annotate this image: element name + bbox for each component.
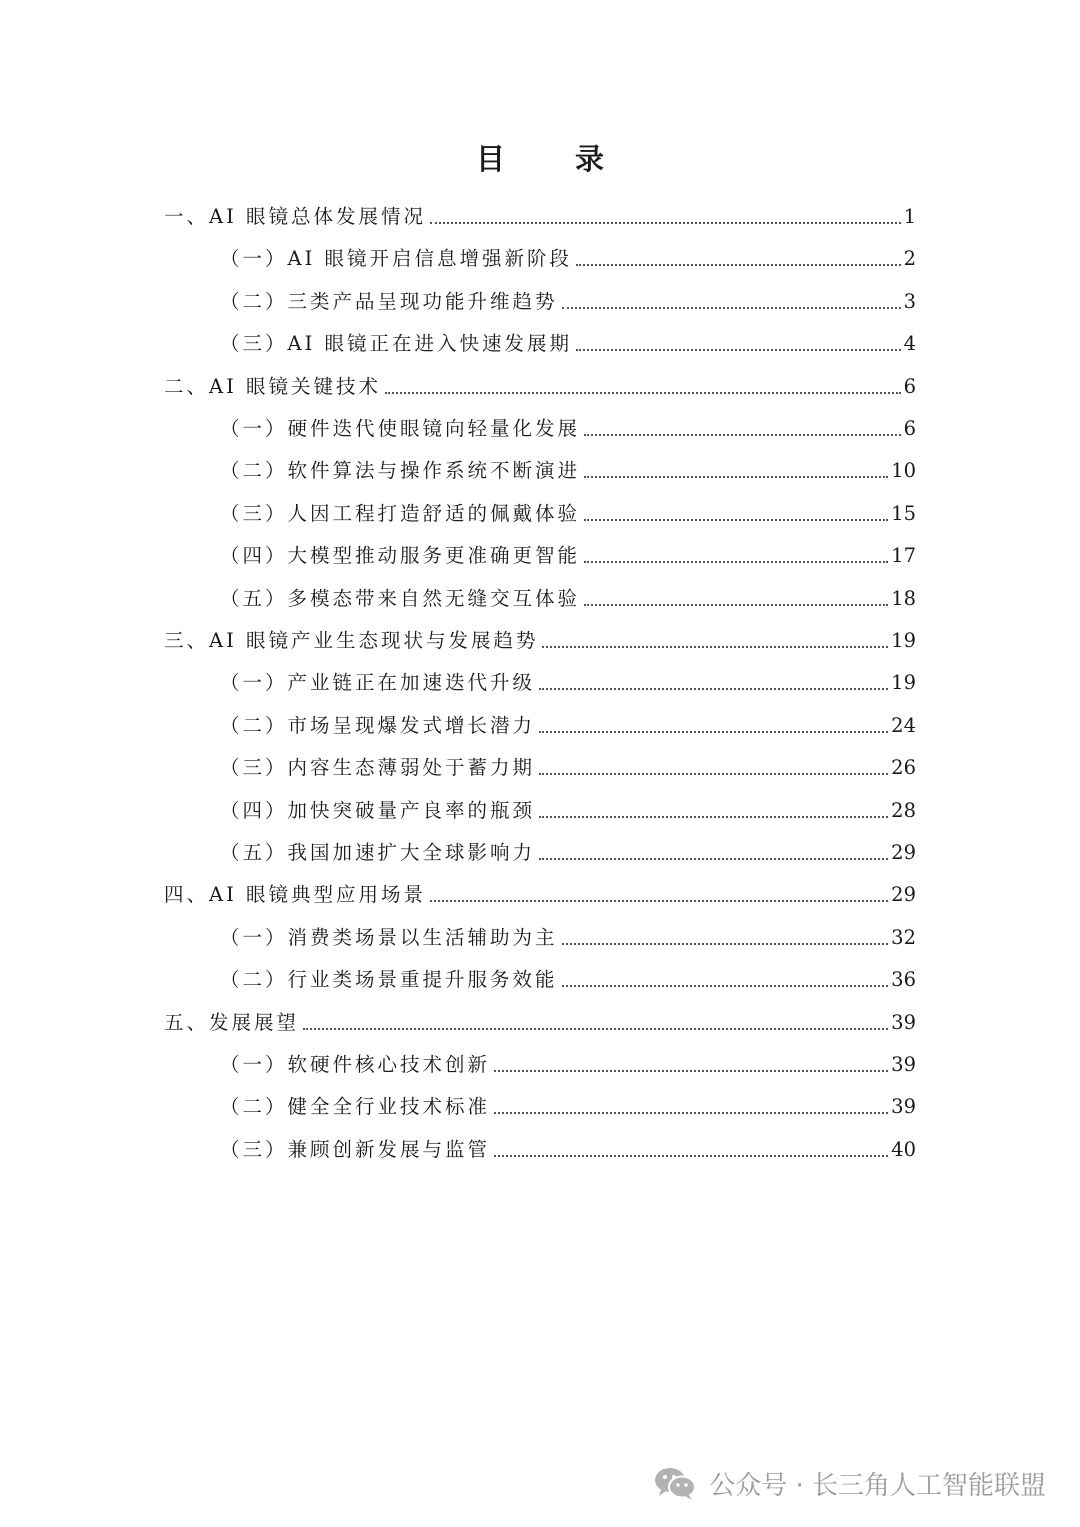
toc-entry-page-number: 3: [903, 290, 916, 313]
toc-entry-page-number: 24: [891, 714, 916, 737]
toc-entry[interactable]: [220, 273, 916, 315]
toc-entry[interactable]: [220, 1121, 916, 1163]
toc-dot-leader: [584, 561, 888, 563]
toc-dot-leader: [539, 688, 888, 690]
toc-entry-label: （一）软硬件核心技术创新: [220, 1053, 491, 1076]
toc-entry-page-number: 10: [891, 459, 916, 482]
toc-entry-page-number: 2: [903, 247, 916, 270]
toc-entry-label: （五）多模态带来自然无缝交互体验: [220, 587, 581, 610]
toc-dot-leader: [494, 1112, 888, 1114]
toc-dot-leader: [385, 392, 901, 394]
toc-entry-page-number: 6: [903, 375, 916, 398]
toc-dot-leader: [430, 900, 888, 902]
toc-entry-label: （三）内容生态薄弱处于蓄力期: [220, 756, 536, 779]
toc-dot-leader: [539, 816, 888, 818]
toc-entry[interactable]: [220, 485, 916, 527]
toc-dot-leader: [539, 731, 888, 733]
toc-entry[interactable]: [220, 442, 916, 484]
toc-entry-label: （一）消费类场景以生活辅助为主: [220, 926, 558, 949]
toc-entry-label: 一、AI 眼镜总体发展情况: [164, 205, 426, 228]
page-title: 目 录: [475, 142, 635, 176]
toc-entry-page-number: 18: [891, 587, 916, 610]
toc-entry-page-number: 19: [891, 671, 916, 694]
toc-entry-page-number: 40: [891, 1138, 916, 1161]
toc-entry-label: （二）行业类场景重提升服务效能: [220, 968, 558, 991]
toc-entry-page-number: 28: [891, 799, 916, 822]
toc-entry-page-number: 17: [891, 544, 916, 567]
toc-dot-leader: [562, 307, 901, 309]
toc-entry[interactable]: [220, 230, 916, 272]
toc-entry[interactable]: [220, 782, 916, 824]
watermark-text: 公众号 · 长三角人工智能联盟: [709, 1470, 1046, 1501]
toc-entry[interactable]: [220, 570, 916, 612]
toc-dot-leader: [539, 858, 888, 860]
toc-entry[interactable]: [220, 697, 916, 739]
toc-entry-label: （二）软件算法与操作系统不断演进: [220, 459, 581, 482]
toc-dot-leader: [562, 985, 889, 987]
toc-dot-leader: [542, 646, 888, 648]
toc-entry-label: （四）加快突破量产良率的瓶颈: [220, 799, 536, 822]
toc-entry[interactable]: [164, 994, 916, 1036]
toc-entry[interactable]: [220, 739, 916, 781]
toc-entry[interactable]: [220, 1078, 916, 1120]
toc-entry-page-number: 19: [891, 629, 916, 652]
toc-entry-page-number: 1: [903, 205, 916, 228]
toc-entry-label: （三）兼顾创新发展与监管: [220, 1138, 491, 1161]
toc-entry[interactable]: [164, 866, 916, 908]
toc-entry-label: （三）人因工程打造舒适的佩戴体验: [220, 502, 581, 525]
toc-entry-page-number: 15: [891, 502, 916, 525]
toc-entry-page-number: 6: [903, 417, 916, 440]
toc-entry[interactable]: [164, 358, 916, 400]
toc-entry-page-number: 4: [903, 332, 916, 355]
toc-entry-label: （二）三类产品呈现功能升维趋势: [220, 290, 558, 313]
toc-entry-page-number: 36: [891, 968, 916, 991]
toc-dot-leader: [494, 1070, 888, 1072]
toc-entry-label: 五、发展展望: [164, 1011, 300, 1034]
toc-entry-page-number: 32: [891, 926, 916, 949]
toc-dot-leader: [562, 943, 889, 945]
toc-entry-page-number: 39: [891, 1095, 916, 1118]
watermark: [653, 1463, 1046, 1503]
toc-entry-label: （四）大模型推动服务更准确更智能: [220, 544, 581, 567]
toc-entry-page-number: 39: [891, 1053, 916, 1076]
toc-entry[interactable]: [220, 1036, 916, 1078]
toc-entry-page-number: 39: [891, 1011, 916, 1034]
toc-entry-page-number: 26: [891, 756, 916, 779]
toc-entry[interactable]: [220, 527, 916, 569]
toc-dot-leader: [576, 264, 901, 266]
toc-dot-leader: [539, 773, 888, 775]
toc-entry[interactable]: [164, 188, 916, 230]
toc-entry[interactable]: [220, 824, 916, 866]
toc-entry[interactable]: [220, 400, 916, 442]
toc-entry[interactable]: [220, 951, 916, 993]
toc-dot-leader: [584, 476, 888, 478]
toc-entry-label: （二）市场呈现爆发式增长潜力: [220, 714, 536, 737]
toc-entry-page-number: 29: [891, 841, 916, 864]
toc-entry-label: （二）健全全行业技术标准: [220, 1095, 491, 1118]
toc-entry[interactable]: [220, 315, 916, 357]
toc-entry-label: （五）我国加速扩大全球影响力: [220, 841, 536, 864]
toc-entry-page-number: 29: [891, 883, 916, 906]
toc-dot-leader: [430, 222, 901, 224]
toc-entry-label: （一）硬件迭代使眼镜向轻量化发展: [220, 417, 581, 440]
toc-entry-label: （一）产业链正在加速迭代升级: [220, 671, 536, 694]
toc-entry-label: 三、AI 眼镜产业生态现状与发展趋势: [164, 629, 539, 652]
toc-dot-leader: [584, 604, 888, 606]
toc-entry[interactable]: [220, 909, 916, 951]
toc-entry[interactable]: [164, 612, 916, 654]
toc-dot-leader: [303, 1028, 888, 1030]
toc-entry-label: 二、AI 眼镜关键技术: [164, 375, 381, 398]
toc-entry-label: （三）AI 眼镜正在进入快速发展期: [220, 332, 572, 355]
toc-entry-label: （一）AI 眼镜开启信息增强新阶段: [220, 247, 572, 270]
toc-entry[interactable]: [220, 654, 916, 696]
toc-dot-leader: [494, 1155, 888, 1157]
toc-dot-leader: [584, 519, 888, 521]
wechat-icon: [653, 1465, 697, 1501]
toc-dot-leader: [584, 434, 901, 436]
toc-entry-label: 四、AI 眼镜典型应用场景: [164, 883, 426, 906]
toc-dot-leader: [576, 349, 901, 351]
